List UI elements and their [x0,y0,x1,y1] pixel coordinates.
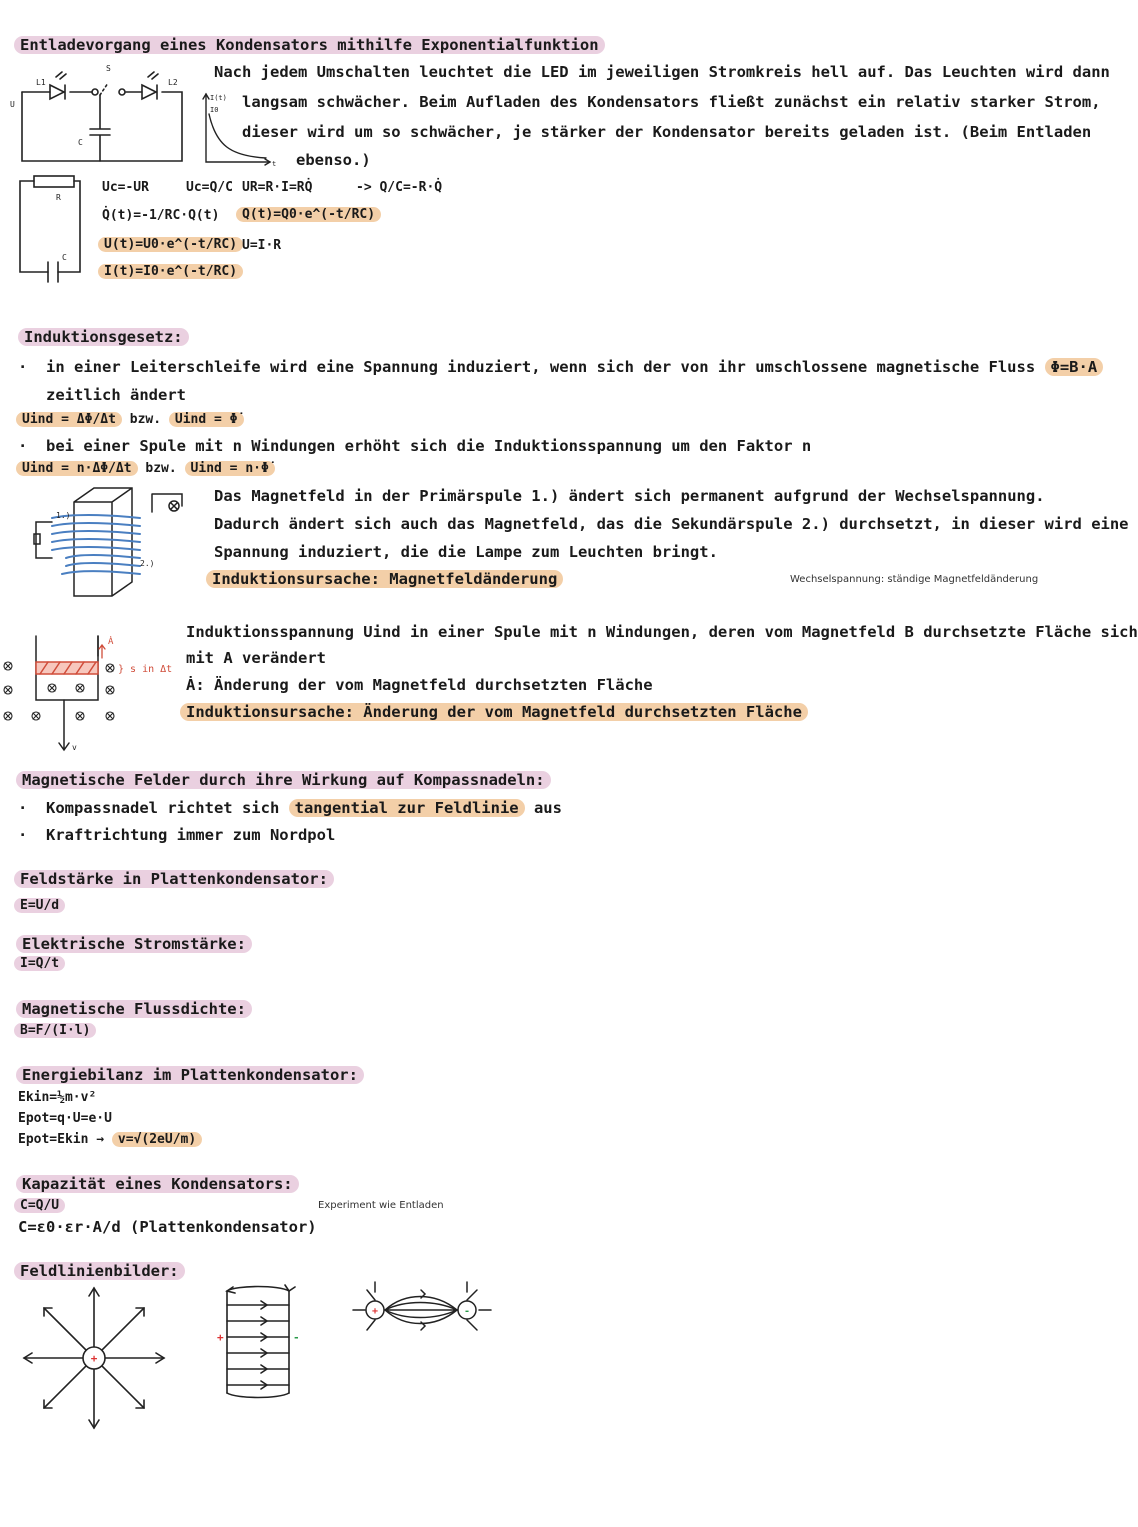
moving-conductor-diagram [0,628,173,768]
cause-flaeche: Induktionsursache: Änderung der vom Magnetfeld durchsetzten Fläche [180,698,808,726]
graph-label-it: I(t) [210,94,227,102]
formula-feldstaerke: E=U/d [14,898,65,913]
svg-text:+: + [371,1306,379,1317]
circuit-label-l2: L2 [168,78,178,87]
eq-qdot: Q̇(t)=-1/RC·Q(t) [102,208,220,223]
graph-label-t: t [272,160,277,168]
title-stromstaerke: Elektrische Stromstärke: [16,935,252,953]
section-title-kompass: Magnetische Felder durch ihre Wirkung auf Kompassnadeln: [16,771,551,789]
kompass-bullet-2: Kraftrichtung immer zum Nordpol [46,826,336,844]
formula-energy-equal: Epot=Ekin → v=√(2eU/m) [18,1132,202,1147]
eq-qt: Q(t)=Q0·e^(-t/RC) [236,207,381,222]
eq-it: I(t)=I0·e^(-t/RC) [98,264,243,279]
section-title-entladung: Entladevorgang eines Kondensators mithilfe Exponentialfunktion [14,36,605,54]
bullet-dot: · [18,358,28,376]
svg-text:+: + [217,1331,224,1344]
eq-arrow-result: -> Q/C=-R·Q̇ [356,180,443,195]
title-feldlinienbilder: Feldlinienbilder: [14,1262,185,1280]
title-flussdichte: Magnetische Flussdichte: [16,1000,252,1018]
bullet-dot: · [18,826,28,844]
svg-text:+: + [90,1352,98,1365]
experiment-note: Experiment wie Entladen [318,1200,444,1211]
formula-kapazitaet: C=Q/U [14,1198,65,1213]
title-feldstaerke: Feldstärke in Plattenkondensator: [14,870,334,888]
induktion-bullet-2: bei einer Spule mit n Windungen erhöht sich die Induktionsspannung um den Faktor n [46,437,812,455]
svg-text:-: - [463,1306,471,1317]
formula-stromstaerke: I=Q/t [14,956,65,971]
bullet-dot: · [18,799,28,817]
rc-circuit-diagram [12,170,92,290]
flaeche-text-3: Ȧ: Änderung der vom Magnetfeld durchsetzten Fläche [186,676,653,694]
circuit-label-u: U [10,100,15,109]
eq-ut: U(t)=U0·e^(-t/RC) [98,237,243,252]
eq-uc-minus-ur: Uc=-UR [102,180,149,195]
flaeche-text-2: mit A verändert [186,649,326,667]
induktion-bullet-1b: zeitlich ändert [46,386,186,404]
induktion-bullet-1: in einer Leiterschleife wird eine Spannung induziert, wenn sich der von ihr umschlossene magnetische Fluss Φ=B·A [46,353,1103,381]
wechselspannung-note: Wechselspannung: ständige Magnetfeldänderung [790,574,1039,585]
title-kapazitaet: Kapazität eines Kondensators: [16,1175,299,1193]
flaeche-text-1: Induktionsspannung Uind in einer Spule mit n Windungen, deren vom Magnetfeld B durchsetzte Fläche sich [186,623,1138,641]
transformer-text-3: Spannung induziert, die die Lampe zum Leuchten bringt. [214,543,718,561]
formula-flussdichte: B=F/(I·l) [14,1023,96,1038]
induktion-formula-2: Uind = n·ΔΦ/Δt bzw. Uind = n·Φ̇ [16,461,275,476]
eq-ohm: U=I·R [242,238,282,253]
coil-label-1: 1.) [56,511,71,520]
formula-plattenkondensator: C=ε0·εr·A/d (Plattenkondensator) [18,1218,317,1236]
transformer-text-1: Das Magnetfeld in der Primärspule 1.) ändert sich permanent aufgrund der Wechselspannung. [214,487,1045,505]
circuit-label-s: S [106,64,111,73]
cause-magnetfeld: Induktionsursache: Magnetfeldänderung [206,565,563,593]
label-a-dot: Ȧ [108,637,114,647]
discharge-text-line-3: dieser wird um so schwächer, je stärker der Kondensator bereits geladen ist. (Beim Entladen [242,123,1092,141]
formula-ekin: Ekin=½m·v² [18,1090,97,1105]
transformer-diagram [22,482,192,602]
discharge-circuit-diagram [10,55,200,170]
discharge-text-line-2: langsam schwächer. Beim Aufladen des Kondensators fließt zunächst ein relativ starker Strom, [242,93,1101,111]
graph-label-i0: I0 [210,106,219,114]
circuit2-label-r: R [56,193,61,202]
radial-field-diagram [18,1282,178,1442]
label-v: v [72,743,77,752]
circuit-label-l1: L1 [36,78,46,87]
plate-capacitor-field-diagram [205,1285,315,1405]
formula-epot: Epot=q·U=e·U [18,1111,112,1126]
dipole-field-diagram [345,1278,495,1348]
coil-label-2: 2.) [140,559,155,568]
discharge-text-line-4: ebenso.) [296,151,371,169]
kompass-bullet-1: Kompassnadel richtet sich tangential zur Feldlinie aus [46,799,562,817]
label-s-in-dt: } s in Δt [118,664,173,675]
eq-uc-q-c: Uc=Q/C [186,180,233,195]
discharge-text-line-1: Nach jedem Umschalten leuchtet die LED im jeweiligen Stromkreis hell auf. Das Leuchten wird dann [214,63,1110,81]
bullet-dot: · [18,437,28,455]
eq-ur: UR=R·I=RQ̇ [242,180,313,195]
svg-text:-: - [293,1331,300,1344]
induktion-formula-1: Uind = ΔΦ/Δt bzw. Uind = Φ̇ [16,412,244,427]
section-title-induktion: Induktionsgesetz: [18,328,189,346]
circuit-label-c: C [78,138,83,147]
circuit2-label-c: C [62,253,67,262]
title-energiebilanz: Energiebilanz im Plattenkondensator: [16,1066,364,1084]
transformer-text-2: Dadurch ändert sich auch das Magnetfeld, das die Sekundärspule 2.) durchsetzt, in dieser wird eine [214,515,1129,533]
